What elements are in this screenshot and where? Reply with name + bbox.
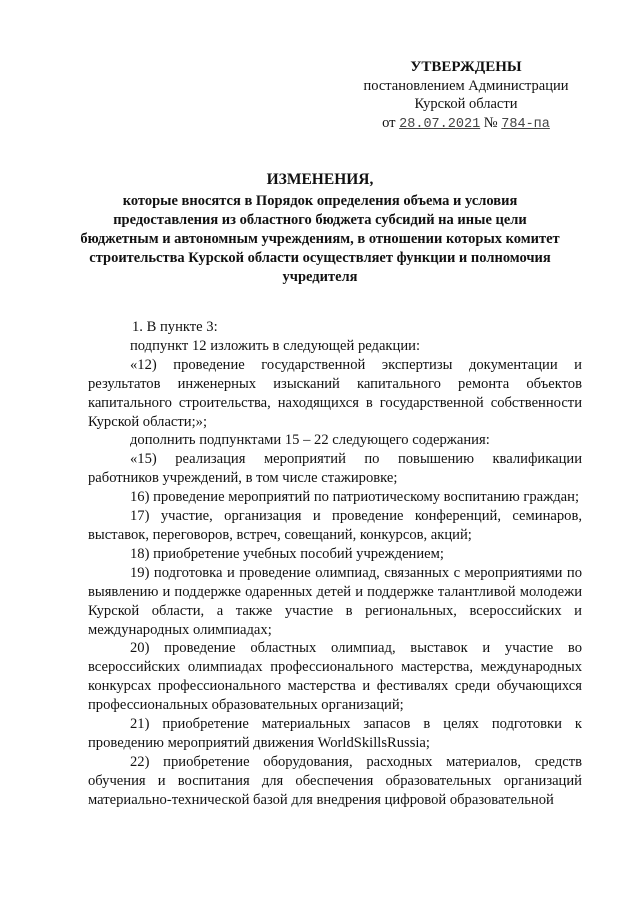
approval-line-2: Курской области bbox=[414, 96, 518, 112]
paragraph: 18) приобретение учебных пособий учреждением; bbox=[130, 545, 444, 562]
approval-number: 784-па bbox=[501, 116, 550, 132]
paragraph: подпункт 12 изложить в следующей редакции: bbox=[130, 337, 421, 354]
approval-heading: УТВЕРЖДЕНЫ bbox=[410, 59, 522, 75]
paragraph: 17) участие, организация и проведение конференций, семинаров, выставок, переговоров, встреч, совещаний, конкурсов, акций; bbox=[88, 508, 582, 543]
paragraph: 21) приобретение материальных запасов в целях подготовки к проведению мероприятий движения WorldSkillsRussia; bbox=[88, 716, 582, 751]
title-text: которые вносятся в Порядок определения объема и условия предоставления из областного бюджета субсидий на иные цели бюджетным и автономным учреждениям, в отношении которых комитет строительства Курской области осуществляет функции и полномочия учредителя bbox=[80, 193, 560, 285]
document-body bbox=[88, 318, 582, 810]
paragraph: дополнить подпунктами 15 – 22 следующего содержания: bbox=[130, 432, 490, 449]
paragraph: 19) подготовка и проведение олимпиад, связанных с мероприятиями по выявлению и поддержке одаренных детей и поддержке талантливой молодежи Курской области, а также участие в региональных, всероссийских и международных олимпиадах; bbox=[88, 564, 582, 638]
paragraph: 22) приобретение оборудования, расходных материалов, средств обучения и воспитания для обеспечения образовательных организаций материально-технической базой для внедрения цифровой образовательной bbox=[88, 753, 582, 808]
paragraph: «12) проведение государственной экспертизы документации и результатов инженерных изысканий капитального ремонта объектов капитального строительства, находящихся в государственной собственности Курской области;»; bbox=[88, 356, 582, 430]
paragraph: 20) проведение областных олимпиад, выставок и участие во всероссийских олимпиадах профессионального мастерства, международных конкурсах профессионального мастерства и фестивалях среди обучающихся профессиональных образовательных организаций; bbox=[88, 640, 582, 714]
approval-line-1: постановлением Администрации bbox=[363, 77, 569, 94]
approval-stamp bbox=[336, 58, 596, 134]
paragraph: «15) реализация мероприятий по повышению квалификации работников учреждений, в том числе стажировке; bbox=[88, 451, 582, 487]
paragraph: 16) проведение мероприятий по патриотическому воспитанию граждан; bbox=[130, 489, 580, 506]
approval-date-line bbox=[336, 114, 596, 135]
paragraph: 1. В пункте 3: bbox=[132, 319, 218, 335]
approval-number-sign: № bbox=[483, 114, 498, 131]
document-title bbox=[80, 170, 560, 287]
approval-date: 28.07.2021 bbox=[399, 116, 481, 132]
approval-date-prefix: от bbox=[382, 114, 396, 131]
title-heading: ИЗМЕНЕНИЯ, bbox=[266, 171, 374, 188]
